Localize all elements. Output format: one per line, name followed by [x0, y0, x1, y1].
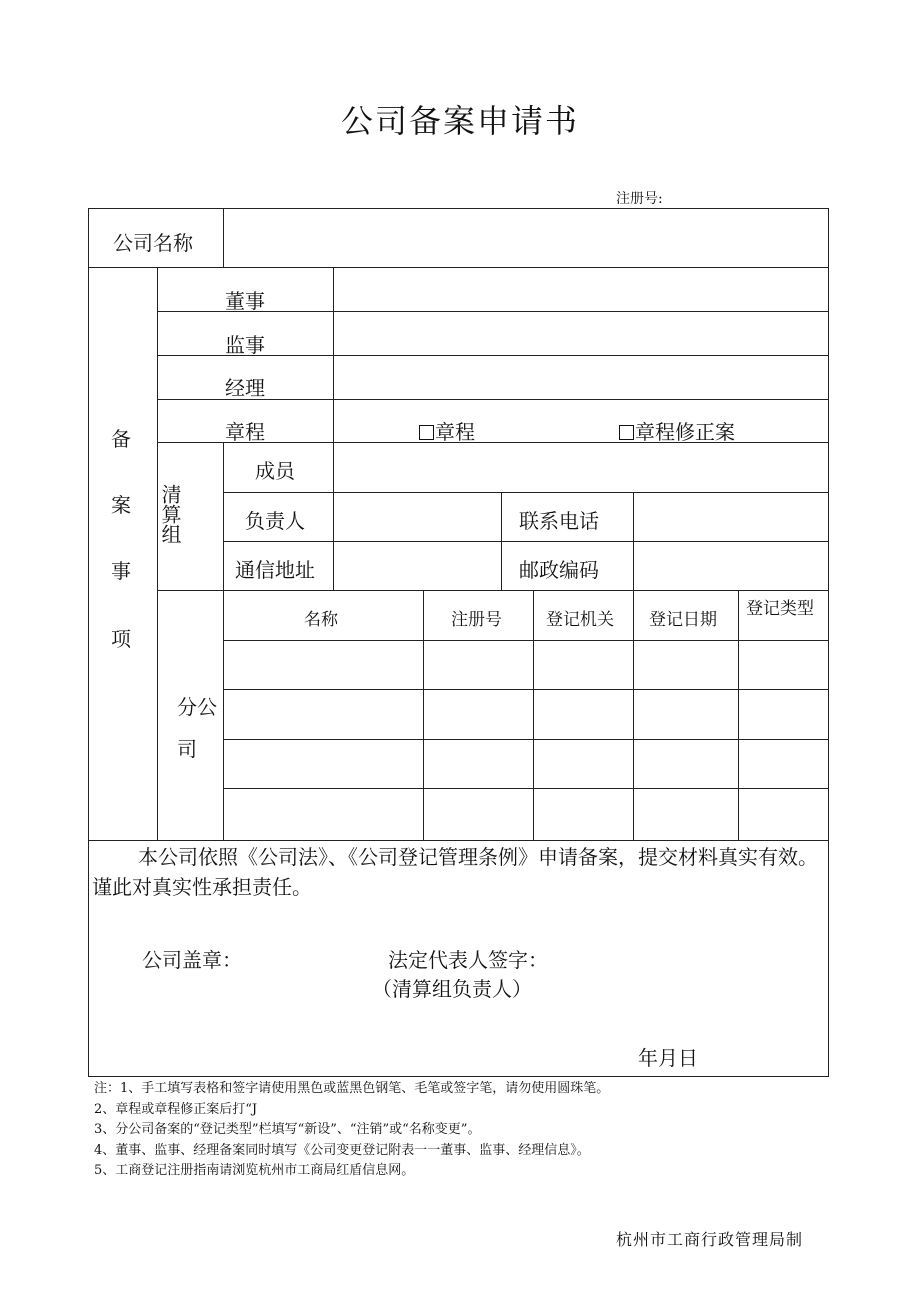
articles-amendment-option[interactable]	[619, 416, 735, 445]
note-4: 4、董事、监事、经理备案同时填写《公司变更登记附表一一董事、监事、经理信息》。	[94, 1142, 590, 1158]
page-title: 公司备案申请书	[340, 102, 579, 140]
registration-number-label: 注册号:	[616, 191, 663, 207]
branch-header-authority: 登记机关	[546, 610, 614, 630]
directors-label: 董事	[225, 289, 265, 313]
liquidation-members-label: 成员	[255, 459, 295, 483]
notes	[94, 1079, 609, 1182]
liquidation-leader-note: （清算组负责人）	[372, 977, 532, 1001]
articles-amendment-checkbox[interactable]	[619, 425, 634, 440]
mailing-address-label: 通信地址	[235, 558, 315, 582]
branch-header-regno: 注册号	[451, 610, 502, 630]
branch-header-type: 登记类型	[746, 599, 814, 619]
supervisors-label: 监事	[225, 333, 265, 357]
filing-label-char-4: 项	[111, 627, 131, 651]
articles-option-label: 章程	[435, 420, 475, 444]
company-seal-label: 公司盖章：	[142, 948, 242, 972]
note-3: 3、分公司备案的“登记类型”栏填写“新设”、“注销”或“名称变更”。	[94, 1122, 481, 1137]
contact-phone-label: 联系电话	[519, 509, 599, 533]
legal-representative-label: 法定代表人签字：	[388, 948, 548, 972]
filing-label-char-2: 案	[111, 493, 131, 517]
managers-label: 经理	[225, 376, 265, 400]
articles-option[interactable]	[419, 416, 475, 445]
issuer-footer: 杭州市工商行政管理局制	[616, 1230, 804, 1249]
articles-label: 章程	[225, 420, 265, 444]
note-2: 2、章程或章程修正案后打“J	[94, 1101, 258, 1117]
filing-label-char-1: 备	[111, 427, 131, 451]
articles-checkbox[interactable]	[419, 425, 434, 440]
liquidation-group-label: 清算组	[158, 484, 182, 544]
company-name-label: 公司名称	[113, 231, 193, 255]
note-5: 5、工商登记注册指南请浏览杭州市工商局红盾信息网。	[94, 1163, 415, 1178]
filing-label-char-3: 事	[111, 559, 131, 583]
branch-header-name: 名称	[304, 610, 338, 630]
branch-label: 分公司	[177, 695, 217, 761]
branch-header-date: 登记日期	[649, 610, 717, 630]
declaration-text: 本公司依照《公司法》、《公司登记管理条例》申请备案，提交材料真实有效。谨此对真实性承担责任。	[92, 845, 818, 899]
liquidation-leader-label: 负责人	[245, 509, 305, 533]
postcode-label: 邮政编码	[519, 558, 599, 582]
note-1: 注：1、手工填写表格和签字请使用黑色或蓝黑色钢笔、毛笔或签字笔，请勿使用圆珠笔。	[94, 1081, 610, 1096]
date-label: 年月日	[638, 1046, 698, 1070]
articles-amendment-option-label: 章程修正案	[635, 420, 735, 444]
